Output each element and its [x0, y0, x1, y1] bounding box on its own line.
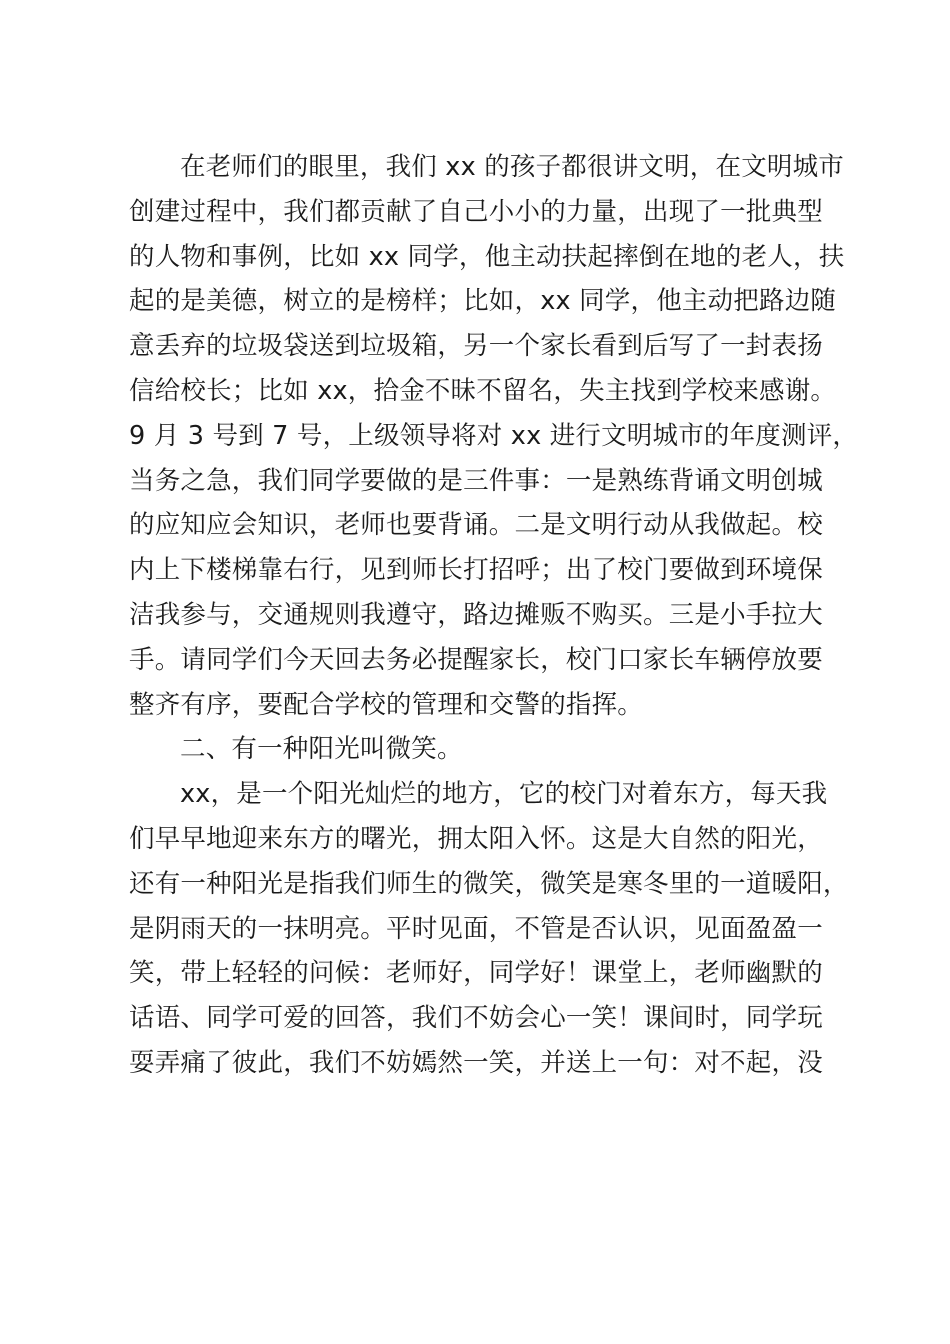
paragraph-line: 们早早地迎来东方的曙光，拥太阳入怀。这是大自然的阳光， — [129, 823, 823, 854]
paragraph-line: 在老师们的眼里，我们 xx 的孩子都很讲文明，在文明城市 — [180, 152, 844, 182]
section-heading: 二、有一种阳光叫微笑。 — [180, 734, 463, 765]
body-text — [129, 145, 859, 1086]
paragraph-line: 还有一种阳光是指我们师生的微笑，微笑是寒冬里的一道暖阳， — [129, 868, 849, 899]
paragraph-line: 整齐有序，要配合学校的管理和交警的指挥。 — [129, 689, 644, 720]
paragraph-line: 耍弄痛了彼此，我们不妨嫣然一笑，并送上一句：对不起，没 — [129, 1047, 823, 1078]
paragraph-line: 话语、同学可爱的回答，我们不妨会心一笑！课间时，同学玩 — [129, 1003, 823, 1034]
paragraph-line: 起的是美德，树立的是榜样；比如，xx 同学，他主动把路边随 — [129, 286, 837, 317]
paragraph-line: 笑，带上轻轻的问候：老师好，同学好！课堂上，老师幽默的 — [129, 958, 823, 989]
paragraph-line: 洁我参与，交通规则我遵守，路边摊贩不购买。三是小手拉大 — [129, 599, 823, 630]
paragraph-line: 的人物和事例，比如 xx 同学，他主动扶起摔倒在地的老人，扶 — [129, 241, 845, 272]
paragraph-line: 手。请同学们今天回去务必提醒家长，校门口家长车辆停放要 — [129, 644, 823, 675]
paragraph-line: 创建过程中，我们都贡献了自己小小的力量，出现了一批典型 — [129, 196, 823, 227]
paragraph-line: 信给校长；比如 xx，拾金不昧不留名，失主找到学校来感谢。 — [129, 375, 837, 406]
paragraph-line: 当务之急，我们同学要做的是三件事：一是熟练背诵文明创城 — [129, 465, 823, 496]
paragraph-line: 是阴雨天的一抹明亮。平时见面，不管是否认识，见面盈盈一 — [129, 913, 823, 944]
paragraph-line: 内上下楼梯靠右行，见到师长打招呼；出了校门要做到环境保 — [129, 555, 823, 586]
paragraph-line: 9 月 3 号到 7 号，上级领导将对 xx 进行文明城市的年度测评， — [129, 420, 859, 451]
paragraph-line: 意丢弃的垃圾袋送到垃圾箱，另一个家长看到后写了一封表扬 — [129, 331, 823, 362]
paragraph-line: 的应知应会知识，老师也要背诵。二是文明行动从我做起。校 — [129, 510, 823, 541]
paragraph-line: xx，是一个阳光灿烂的地方，它的校门对着东方，每天我 — [180, 779, 828, 810]
